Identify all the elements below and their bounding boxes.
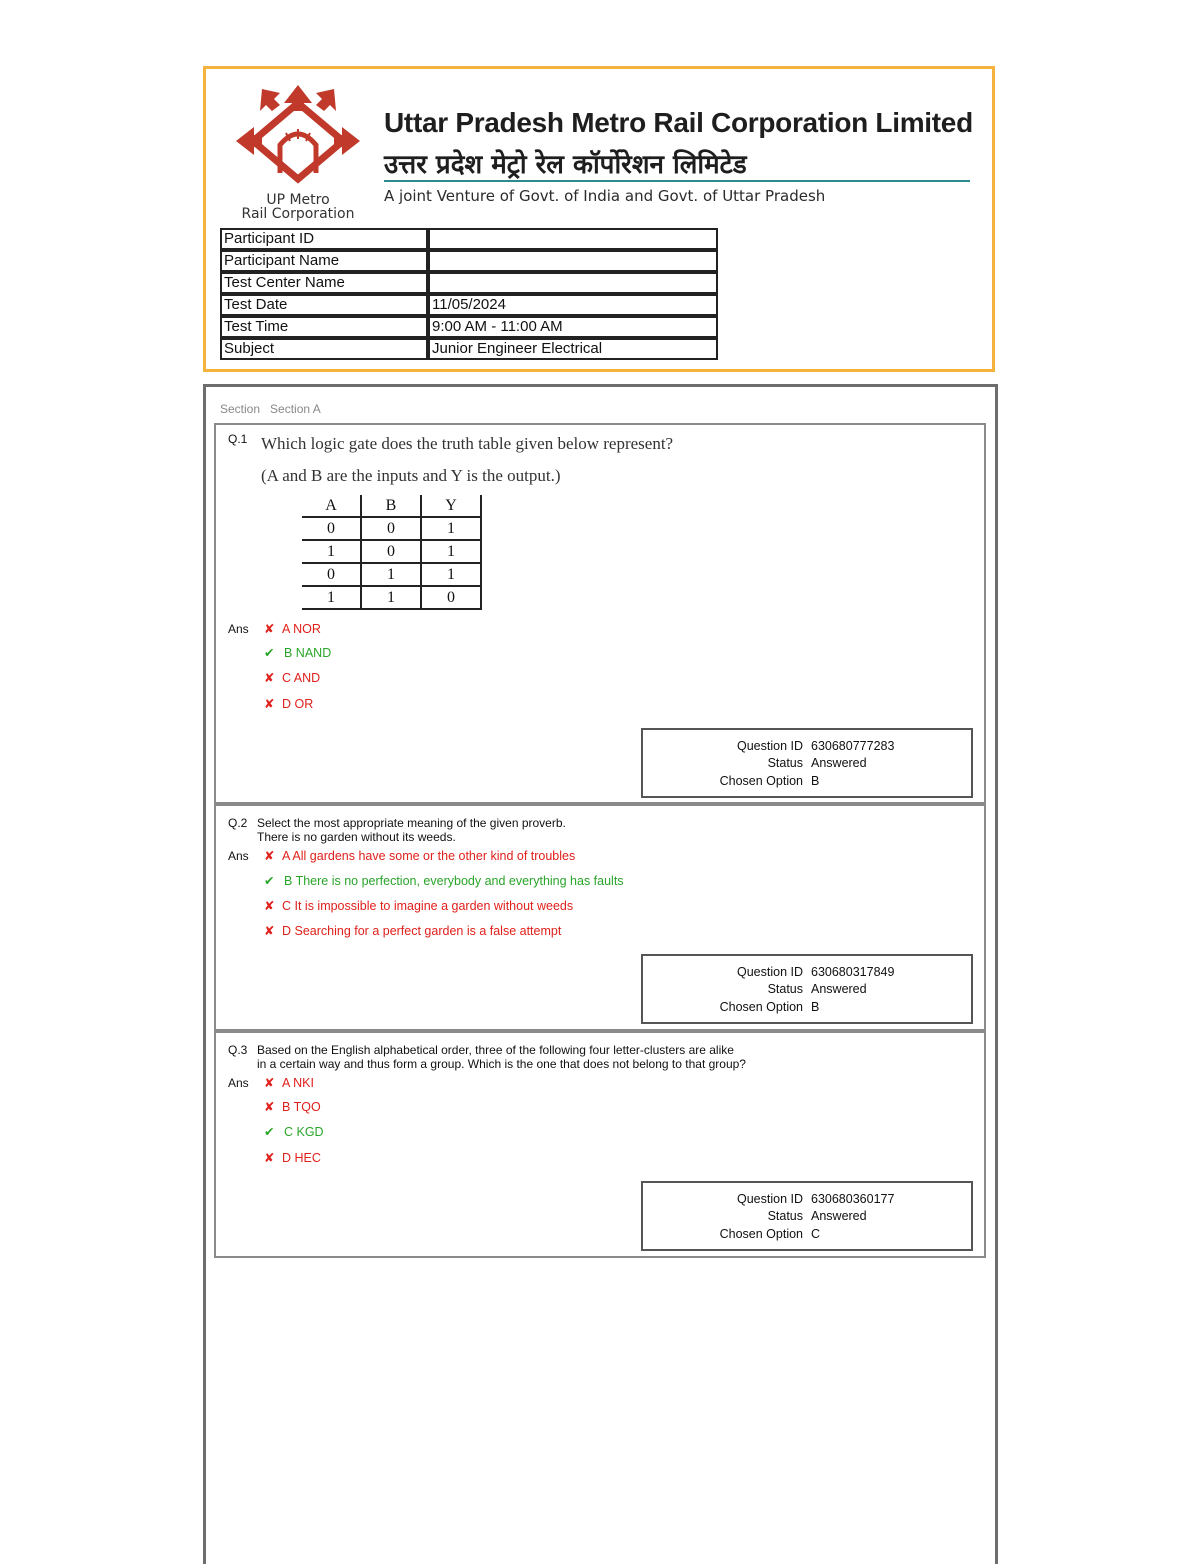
truth-table-header-b: B	[361, 495, 421, 517]
status-label: Status	[767, 982, 803, 996]
option-d	[264, 696, 313, 711]
question-text-line-2: in a certain way and thus form a group. Which is the one that does not belong to that group?	[257, 1057, 746, 1071]
option-a	[264, 848, 575, 863]
truth-table-cell: 0	[421, 586, 481, 609]
question-id-value: 630680317849	[811, 965, 895, 979]
metro-emblem-icon	[228, 83, 368, 193]
logo-line-1: UP Metro	[266, 192, 330, 208]
option-a	[264, 1075, 314, 1090]
option-text: C KGD	[284, 1125, 324, 1139]
truth-table-cell: 0	[361, 517, 421, 540]
table-row	[302, 495, 481, 517]
question-meta-box	[641, 728, 973, 798]
table-row	[220, 338, 718, 360]
status-value: Answered	[811, 982, 867, 996]
question-meta-box	[641, 954, 973, 1024]
cross-icon: ✘	[264, 622, 275, 636]
cross-icon: ✘	[264, 1100, 275, 1114]
answer-label: Ans	[228, 622, 249, 636]
status-value: Answered	[811, 756, 867, 770]
answer-label: Ans	[228, 1076, 249, 1090]
option-text: A NKI	[282, 1076, 314, 1090]
participant-table	[220, 228, 718, 360]
test-date-value: 11/05/2024	[428, 294, 718, 316]
cross-icon: ✘	[264, 899, 275, 913]
truth-table-cell: 1	[421, 563, 481, 586]
option-c	[264, 1124, 324, 1139]
question-id-value: 630680777283	[811, 739, 895, 753]
table-row	[302, 586, 481, 609]
check-icon: ✔	[264, 646, 275, 660]
org-tagline: A joint Venture of Govt. of India and Govt. of Uttar Pradesh	[384, 187, 826, 205]
participant-id-value	[428, 228, 718, 250]
chosen-option-value: B	[811, 1000, 820, 1014]
question-id-value: 630680360177	[811, 1192, 895, 1206]
cross-icon: ✘	[264, 1076, 275, 1090]
question-text-line-1: Based on the English alphabetical order, three of the following four letter-clusters are alike	[257, 1043, 734, 1057]
option-text: B TQO	[282, 1100, 321, 1114]
test-time-label: Test Time	[220, 316, 428, 338]
subject-label: Subject	[220, 338, 428, 360]
participant-name-value	[428, 250, 718, 272]
test-center-label: Test Center Name	[220, 272, 428, 294]
truth-table-cell: 1	[421, 540, 481, 563]
option-d	[264, 923, 561, 938]
chosen-option-label: Chosen Option	[719, 1227, 803, 1241]
option-text: D HEC	[282, 1151, 321, 1165]
question-text-line-2: (A and B are the inputs and Y is the output.)	[261, 466, 561, 485]
truth-table	[302, 495, 482, 610]
logo-line-2: Rail Corporation	[241, 206, 355, 222]
option-b	[264, 873, 624, 888]
option-text: C It is impossible to imagine a garden without weeds	[282, 899, 574, 913]
question-card-1	[214, 423, 986, 804]
table-row	[302, 563, 481, 586]
upmrc-logo	[228, 83, 368, 228]
question-text-line-2: There is no garden without its weeds.	[257, 830, 456, 844]
table-row	[220, 316, 718, 338]
truth-table-cell: 1	[361, 586, 421, 609]
cross-icon: ✘	[264, 671, 275, 685]
truth-table-cell: 0	[302, 563, 361, 586]
answer-label: Ans	[228, 849, 249, 863]
truth-table-cell: 1	[361, 563, 421, 586]
option-b	[264, 645, 331, 660]
status-label: Status	[767, 756, 803, 770]
check-icon: ✔	[264, 1125, 275, 1139]
option-text: B NAND	[284, 646, 332, 660]
option-text: D OR	[282, 697, 314, 711]
option-text: A All gardens have some or the other kind of troubles	[282, 849, 576, 863]
cross-icon: ✘	[264, 697, 275, 711]
question-text-line-1: Select the most appropriate meaning of the given proverb.	[257, 816, 566, 830]
section-heading	[220, 402, 321, 416]
question-card-3	[214, 1031, 986, 1258]
option-text: D Searching for a perfect garden is a false attempt	[282, 924, 562, 938]
cross-icon: ✘	[264, 1151, 275, 1165]
question-id-label: Question ID	[736, 1192, 803, 1206]
truth-table-cell: 0	[302, 517, 361, 540]
option-text: B There is no perfection, everybody and everything has faults	[284, 874, 624, 888]
test-date-label: Test Date	[220, 294, 428, 316]
option-d	[264, 1150, 321, 1165]
check-icon: ✔	[264, 874, 275, 888]
question-text-line-1: Which logic gate does the truth table given below represent?	[261, 434, 674, 453]
truth-table-header-a: A	[302, 495, 361, 517]
truth-table-cell: 1	[302, 540, 361, 563]
participant-id-label: Participant ID	[220, 228, 428, 250]
option-b	[264, 1099, 321, 1114]
table-row	[220, 250, 718, 272]
truth-table-cell: 1	[421, 517, 481, 540]
status-label: Status	[767, 1209, 803, 1223]
table-row	[220, 228, 718, 250]
header-divider	[384, 180, 970, 182]
question-id-label: Question ID	[736, 965, 803, 979]
question-meta-box	[641, 1181, 973, 1251]
chosen-option-value: C	[811, 1227, 821, 1241]
subject-value: Junior Engineer Electrical	[428, 338, 718, 360]
participant-name-label: Participant Name	[220, 250, 428, 272]
org-name-hindi: उत्तर प्रदेश मेट्रो रेल कॉर्पोरेशन लिमिटेड	[384, 150, 747, 180]
table-row	[302, 517, 481, 540]
table-row	[302, 540, 481, 563]
table-row	[220, 294, 718, 316]
section-name: Section A	[270, 402, 321, 416]
question-number: Q.3	[228, 1043, 248, 1057]
chosen-option-label: Chosen Option	[719, 1000, 803, 1014]
truth-table-cell: 1	[302, 586, 361, 609]
test-time-value: 9:00 AM - 11:00 AM	[428, 316, 718, 338]
question-id-label: Question ID	[736, 739, 803, 753]
table-row	[220, 272, 718, 294]
section-label: Section	[220, 402, 261, 416]
cross-icon: ✘	[264, 849, 275, 863]
option-a	[264, 621, 321, 636]
truth-table-cell: 0	[361, 540, 421, 563]
header-panel	[203, 66, 995, 372]
option-c	[264, 898, 573, 913]
question-number: Q.1	[228, 432, 248, 446]
chosen-option-value: B	[811, 774, 820, 788]
org-name-english: Uttar Pradesh Metro Rail Corporation Limited	[384, 107, 973, 138]
truth-table-header-y: Y	[421, 495, 481, 517]
status-value: Answered	[811, 1209, 867, 1223]
question-card-2	[214, 804, 986, 1031]
question-number: Q.2	[228, 816, 248, 830]
option-text: C AND	[282, 671, 321, 685]
option-c	[264, 670, 320, 685]
test-center-value	[428, 272, 718, 294]
option-text: A NOR	[282, 622, 321, 636]
cross-icon: ✘	[264, 924, 275, 938]
chosen-option-label: Chosen Option	[719, 774, 803, 788]
